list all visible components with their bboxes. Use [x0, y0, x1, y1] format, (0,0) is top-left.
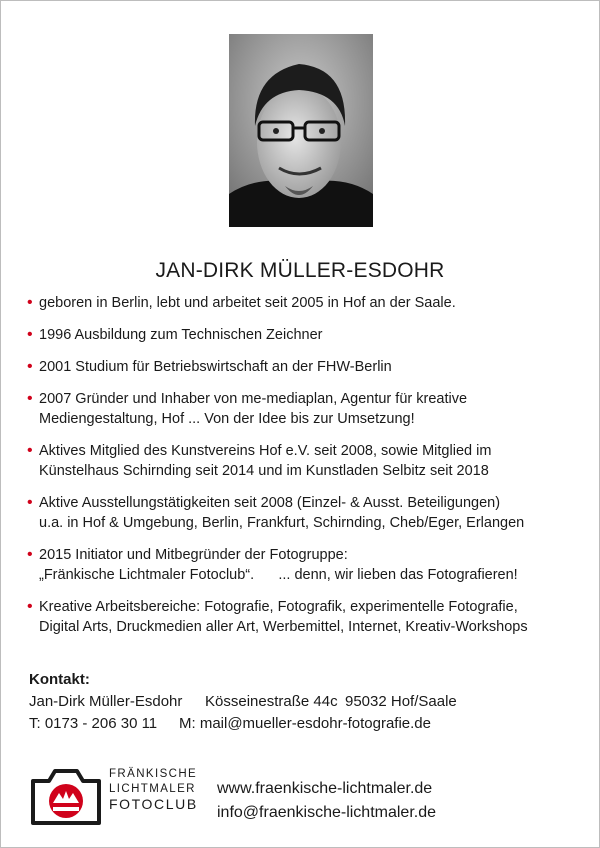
- club-website-link[interactable]: www.fraenkische-lichtmaler.de: [217, 780, 433, 797]
- list-item: • 2007 Gründer und Inhaber von me-mediaplan, Agentur für kreative Mediengestaltung, Hof ... Von der Idee bis zur Umsetzung!: [27, 390, 468, 427]
- contact-name: Jan-Dirk Müller-Esdohr: [29, 693, 183, 710]
- contact-label: Kontakt:: [29, 671, 90, 688]
- camera-logo-icon: [29, 765, 103, 827]
- contact-block: [29, 669, 457, 735]
- contact-phone: T: 0173 - 206 30 11: [29, 715, 158, 732]
- list-item: • Aktive Ausstellungstätigkeiten seit 2008 (Einzel- & Ausst. Beteiligungen) u.a. in Hof & Umgebung, Berlin, Frankfurt, Schirnding, Cheb/Eger, Erlangen: [27, 494, 525, 531]
- bullet-dot-icon: •: [27, 358, 33, 375]
- person-name: JAN-DIRK MÜLLER-ESDOHR: [155, 259, 445, 282]
- list-item: • 2015 Initiator und Mitbegründer der Fotogruppe: „Fränkische Lichtmaler Fotoclub“. ... denn, wir lieben das Fotografieren!: [27, 546, 518, 583]
- contact-address-row: [29, 691, 457, 713]
- logo-wordmark: [109, 767, 198, 812]
- list-item: • 1996 Ausbildung zum Technischen Zeichner: [27, 326, 323, 343]
- bullet-dot-icon: •: [27, 546, 33, 563]
- bullet-dot-icon: •: [27, 294, 33, 311]
- bio-list: [25, 293, 585, 649]
- logo-line-1: FRÄNKISCHE: [109, 768, 198, 780]
- list-item: • Aktives Mitglied des Kunstvereins Hof e.V. seit 2008, sowie Mitglied im Künstelhaus Schirnding seit 2014 und im Kunstladen Selbitz seit 2018: [27, 442, 492, 479]
- bullet-dot-icon: •: [27, 598, 33, 615]
- logo-line-3: FOTOCLUB: [109, 796, 198, 812]
- contact-street: Kösseinestraße 44c: [205, 693, 338, 710]
- bullet-dot-icon: •: [27, 442, 33, 459]
- contact-phone-row: [29, 713, 457, 735]
- list-item: • Kreative Arbeitsbereiche: Fotografie, Fotografik, experimentelle Fotografie, Digital Arts, Druckmedien aller Art, Werbemittel, Internet, Kreativ-Workshops: [27, 598, 528, 635]
- bullet-dot-icon: •: [27, 494, 33, 511]
- bullet-dot-icon: •: [27, 390, 33, 407]
- portrait-photo: [229, 34, 373, 227]
- contact-city: 95032 Hof/Saale: [345, 693, 457, 710]
- list-item: • geboren in Berlin, lebt und arbeitet seit 2005 in Hof an der Saale.: [27, 294, 456, 311]
- bullet-dot-icon: •: [27, 326, 33, 343]
- club-links: [217, 777, 436, 825]
- logo-line-2: LICHTMALER: [109, 783, 196, 795]
- fotoclub-logo: [29, 761, 219, 831]
- club-email-link[interactable]: info@fraenkische-lichtmaler.de: [217, 804, 437, 821]
- contact-email[interactable]: M: mail@mueller-esdohr-fotografie.de: [179, 715, 431, 732]
- list-item: • 2001 Studium für Betriebswirtschaft an der FHW-Berlin: [27, 358, 392, 375]
